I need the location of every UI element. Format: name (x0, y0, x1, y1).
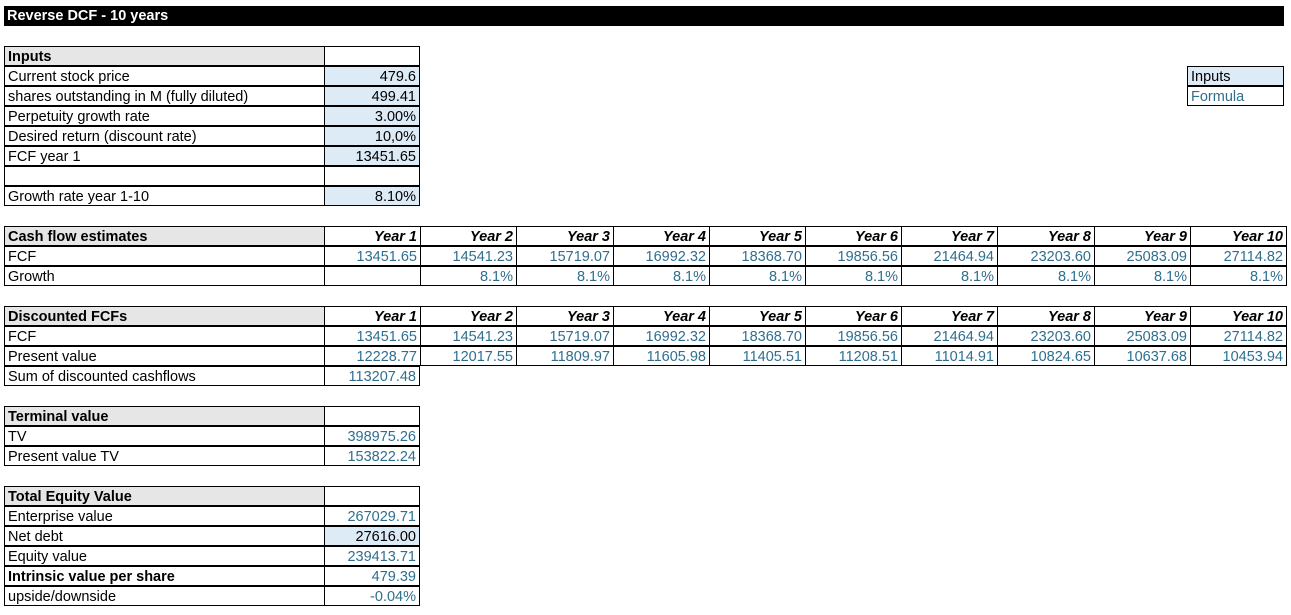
cashflow-year-header-9[interactable]: Year 9 (1094, 226, 1191, 246)
discounted-year-header-2[interactable]: Year 2 (420, 306, 517, 326)
blank-cell[interactable] (324, 166, 420, 186)
cashflow-fcf-cell-5[interactable]: 18368.70 (709, 246, 806, 266)
discounted-pv-cell-4[interactable]: 11605.98 (613, 346, 710, 366)
upside-downside-value[interactable]: -0.04% (324, 586, 420, 606)
cashflow-fcf-cell-7[interactable]: 21464.94 (901, 246, 998, 266)
intrinsic-value[interactable]: 479.39 (324, 566, 420, 586)
discounted-header[interactable]: Discounted FCFs (4, 306, 325, 326)
discounted-fcf-cell-3[interactable]: 15719.07 (516, 326, 614, 346)
cashflow-year-header-8[interactable]: Year 8 (997, 226, 1095, 246)
discounted-fcf-cell-2[interactable]: 14541.23 (420, 326, 517, 346)
inputs-header-blank[interactable] (324, 46, 420, 66)
discounted-fcf-cell-4[interactable]: 16992.32 (613, 326, 710, 346)
sum-discounted-value[interactable]: 113207.48 (324, 366, 420, 386)
cashflow-year-header-4[interactable]: Year 4 (613, 226, 710, 246)
blank-cell[interactable] (4, 166, 325, 186)
discounted-pv-cell-2[interactable]: 12017.55 (420, 346, 517, 366)
cashflow-growth-cell-8[interactable]: 8.1% (997, 266, 1095, 286)
cashflow-year-header-10[interactable]: Year 10 (1190, 226, 1287, 246)
discounted-pv-cell-3[interactable]: 11809.97 (516, 346, 614, 366)
net-debt-input[interactable]: 27616.00 (324, 526, 420, 546)
sum-discounted-label[interactable]: Sum of discounted cashflows (4, 366, 325, 386)
intrinsic-value-label[interactable]: Intrinsic value per share (4, 566, 325, 586)
cashflow-year-header-3[interactable]: Year 3 (516, 226, 614, 246)
cashflow-year-header-2[interactable]: Year 2 (420, 226, 517, 246)
terminal-header[interactable]: Terminal value (4, 406, 325, 426)
input-fcf-year-1[interactable]: 13451.65 (324, 146, 420, 166)
cashflow-fcf-cell-9[interactable]: 25083.09 (1094, 246, 1191, 266)
cashflow-growth-cell-1[interactable] (324, 266, 421, 286)
discounted-fcf-cell-7[interactable]: 21464.94 (901, 326, 998, 346)
cashflow-growth-cell-10[interactable]: 8.1% (1190, 266, 1287, 286)
input-current-stock-price[interactable]: 479.6 (324, 66, 420, 86)
input-growth-rate[interactable]: 8.10% (324, 186, 420, 206)
enterprise-value-label[interactable]: Enterprise value (4, 506, 325, 526)
discounted-fcf-cell-5[interactable]: 18368.70 (709, 326, 806, 346)
legend-formula[interactable]: Formula (1187, 86, 1284, 106)
discounted-pv-cell-5[interactable]: 11405.51 (709, 346, 806, 366)
discounted-year-header-3[interactable]: Year 3 (516, 306, 614, 326)
discounted-pv-cell-8[interactable]: 10824.65 (997, 346, 1095, 366)
discounted-fcf-cell-9[interactable]: 25083.09 (1094, 326, 1191, 346)
upside-downside-label[interactable]: upside/downside (4, 586, 325, 606)
inputs-header[interactable]: Inputs (4, 46, 325, 66)
legend-inputs[interactable]: Inputs (1187, 66, 1284, 86)
cashflow-fcf-cell-6[interactable]: 19856.56 (805, 246, 902, 266)
equity-header[interactable]: Total Equity Value (4, 486, 325, 506)
cashflow-growth-cell-4[interactable]: 8.1% (613, 266, 710, 286)
cashflow-header[interactable]: Cash flow estimates (4, 226, 325, 246)
discounted-pv-cell-9[interactable]: 10637.68 (1094, 346, 1191, 366)
label-fcf-year-1[interactable]: FCF year 1 (4, 146, 325, 166)
cashflow-growth-label[interactable]: Growth (4, 266, 325, 286)
tv-label[interactable]: TV (4, 426, 325, 446)
cashflow-growth-cell-6[interactable]: 8.1% (805, 266, 902, 286)
discounted-year-header-9[interactable]: Year 9 (1094, 306, 1191, 326)
discounted-year-header-1[interactable]: Year 1 (324, 306, 421, 326)
discounted-pv-cell-7[interactable]: 11014.91 (901, 346, 998, 366)
cashflow-year-header-5[interactable]: Year 5 (709, 226, 806, 246)
cashflow-growth-cell-7[interactable]: 8.1% (901, 266, 998, 286)
cashflow-fcf-label[interactable]: FCF (4, 246, 325, 266)
input-discount-rate[interactable]: 10,0% (324, 126, 420, 146)
input-perpetuity-growth[interactable]: 3.00% (324, 106, 420, 126)
cashflow-year-header-7[interactable]: Year 7 (901, 226, 998, 246)
net-debt-label[interactable]: Net debt (4, 526, 325, 546)
cashflow-growth-cell-2[interactable]: 8.1% (420, 266, 517, 286)
cashflow-growth-cell-5[interactable]: 8.1% (709, 266, 806, 286)
label-discount-rate[interactable]: Desired return (discount rate) (4, 126, 325, 146)
cashflow-year-header-1[interactable]: Year 1 (324, 226, 421, 246)
equity-value[interactable]: 239413.71 (324, 546, 420, 566)
cashflow-fcf-cell-8[interactable]: 23203.60 (997, 246, 1095, 266)
discounted-pv-label[interactable]: Present value (4, 346, 325, 366)
enterprise-value[interactable]: 267029.71 (324, 506, 420, 526)
label-perpetuity-growth[interactable]: Perpetuity growth rate (4, 106, 325, 126)
discounted-fcf-cell-8[interactable]: 23203.60 (997, 326, 1095, 346)
equity-value-label[interactable]: Equity value (4, 546, 325, 566)
discounted-pv-cell-10[interactable]: 10453.94 (1190, 346, 1287, 366)
discounted-year-header-4[interactable]: Year 4 (613, 306, 710, 326)
label-growth-rate[interactable]: Growth rate year 1-10 (4, 186, 325, 206)
cashflow-fcf-cell-1[interactable]: 13451.65 (324, 246, 421, 266)
discounted-year-header-7[interactable]: Year 7 (901, 306, 998, 326)
discounted-fcf-cell-6[interactable]: 19856.56 (805, 326, 902, 346)
cashflow-fcf-cell-10[interactable]: 27114.82 (1190, 246, 1287, 266)
cashflow-growth-cell-9[interactable]: 8.1% (1094, 266, 1191, 286)
blank-cell[interactable] (324, 406, 420, 426)
cashflow-year-header-6[interactable]: Year 6 (805, 226, 902, 246)
discounted-fcf-cell-10[interactable]: 27114.82 (1190, 326, 1287, 346)
pv-tv-value[interactable]: 153822.24 (324, 446, 420, 466)
blank-cell[interactable] (324, 486, 420, 506)
tv-value[interactable]: 398975.26 (324, 426, 420, 446)
discounted-year-header-6[interactable]: Year 6 (805, 306, 902, 326)
discounted-fcf-cell-1[interactable]: 13451.65 (324, 326, 421, 346)
cashflow-fcf-cell-2[interactable]: 14541.23 (420, 246, 517, 266)
cashflow-growth-cell-3[interactable]: 8.1% (516, 266, 614, 286)
pv-tv-label[interactable]: Present value TV (4, 446, 325, 466)
discounted-pv-cell-6[interactable]: 11208.51 (805, 346, 902, 366)
discounted-year-header-5[interactable]: Year 5 (709, 306, 806, 326)
discounted-year-header-8[interactable]: Year 8 (997, 306, 1095, 326)
cashflow-fcf-cell-3[interactable]: 15719.07 (516, 246, 614, 266)
discounted-pv-cell-1[interactable]: 12228.77 (324, 346, 421, 366)
sheet-title: Reverse DCF - 10 years (4, 6, 1284, 26)
discounted-fcf-label[interactable]: FCF (4, 326, 325, 346)
cashflow-fcf-cell-4[interactable]: 16992.32 (613, 246, 710, 266)
input-shares-outstanding[interactable]: 499.41 (324, 86, 420, 106)
discounted-year-header-10[interactable]: Year 10 (1190, 306, 1287, 326)
label-shares-outstanding[interactable]: shares outstanding in M (fully diluted) (4, 86, 325, 106)
label-current-stock-price[interactable]: Current stock price (4, 66, 325, 86)
